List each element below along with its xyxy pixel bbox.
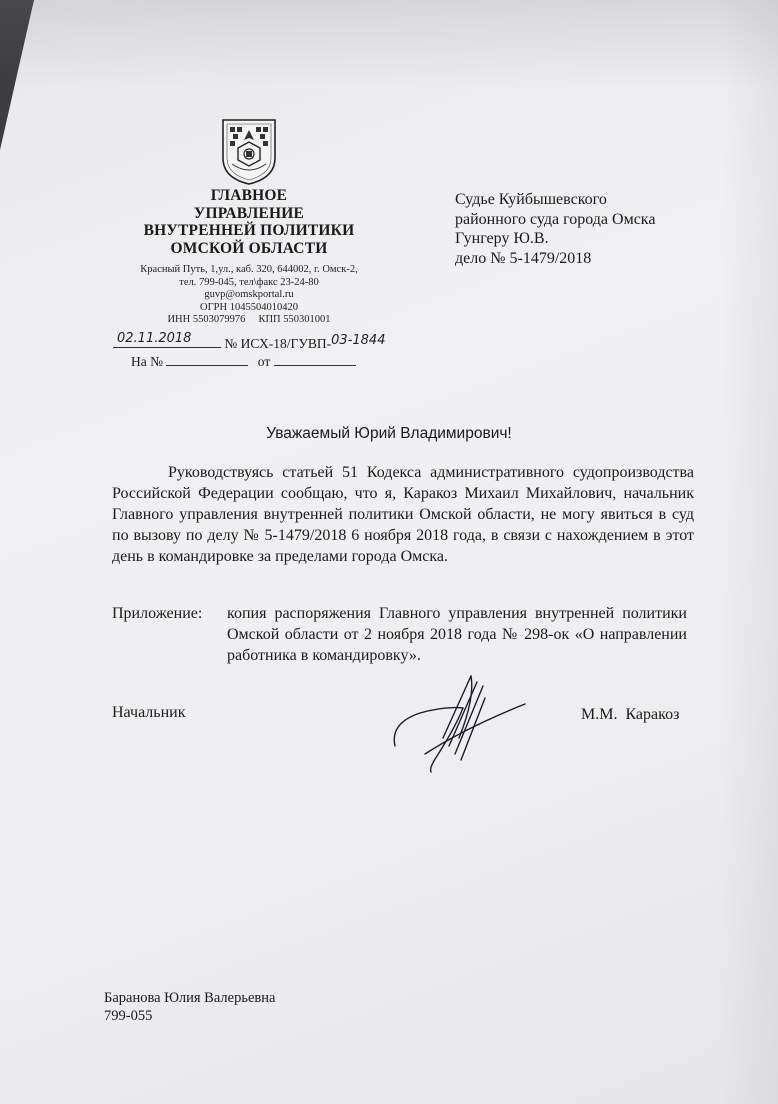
contact-ogrn: ОГРН 1045504010420 <box>200 301 298 313</box>
executor-name: Баранова Юлия Валерьевна <box>104 990 276 1006</box>
handwritten-signature-icon <box>385 668 535 778</box>
omsk-coat-of-arms-icon <box>220 118 278 186</box>
addressee-line-2: районного суда города Омска <box>455 210 656 228</box>
addressee-line-3: Гунгеру Ю.В. <box>455 230 549 247</box>
on-number-label: На № <box>131 354 163 369</box>
attachment-label: Приложение: <box>112 605 203 622</box>
org-line-2: УПРАВЛЕНИЕ <box>193 204 305 222</box>
on-number-blank <box>166 352 248 366</box>
from-label: от <box>257 354 271 369</box>
outgoing-reference <box>113 331 433 370</box>
handwritten-number: 03-1844 <box>331 333 386 348</box>
handwritten-date: 02.11.2018 <box>117 331 192 346</box>
org-line-3: ВНУТРЕННЕЙ ПОЛИТИКИ <box>143 222 355 239</box>
addressee <box>455 190 755 268</box>
salutation: Уважаемый Юрий Владимирович! <box>266 425 512 442</box>
addressee-case-number: дело № 5-1479/2018 <box>455 249 592 267</box>
org-line-1: ГЛАВНОЕ <box>210 187 288 204</box>
contact-address: Красный Путь, 1,ул., каб. 320, 644002, г. Омск-2, <box>140 264 358 275</box>
executor-info <box>104 989 275 1025</box>
contact-email: guvp@omskportal.ru <box>204 289 294 301</box>
attachment-text: копия распоряжения Главного управления внутренней политики Омской области от 2 ноября 2018 года № 298-ок «О направлении работника в командировку». <box>227 605 687 664</box>
organization-name <box>120 187 378 257</box>
signatory-title: Начальник <box>112 704 186 721</box>
signatory-name: М.М. Каракоз <box>581 706 680 723</box>
from-date-blank <box>274 352 356 366</box>
letter-body: Руководствуясь статьей 51 Кодекса административного судопроизводства Российской Федерации сообщаю, что я, Каракоз Михаил Михайлович, начальник Главного управления внутренней политики Омской области, не могу явиться в суд по вызову по делу № 5-1479/2018 6 ноября 2018 года, в связи с нахождением в этот день в командировке за пределами города Омска. <box>112 464 694 565</box>
contact-phone: тел. 799-045, тел\факс 23-24-80 <box>179 276 319 288</box>
organization-contacts <box>110 264 388 327</box>
addressee-line-1: Судье Куйбышевского <box>455 191 607 208</box>
executor-phone: 799-055 <box>104 1008 153 1024</box>
outgoing-number-prefix: № ИСХ-18/ГУВП- <box>224 336 332 351</box>
contact-inn-kpp: ИНН 5503079976 КПП 550301001 <box>167 314 331 326</box>
org-line-4: ОМСКОЙ ОБЛАСТИ <box>170 239 328 257</box>
